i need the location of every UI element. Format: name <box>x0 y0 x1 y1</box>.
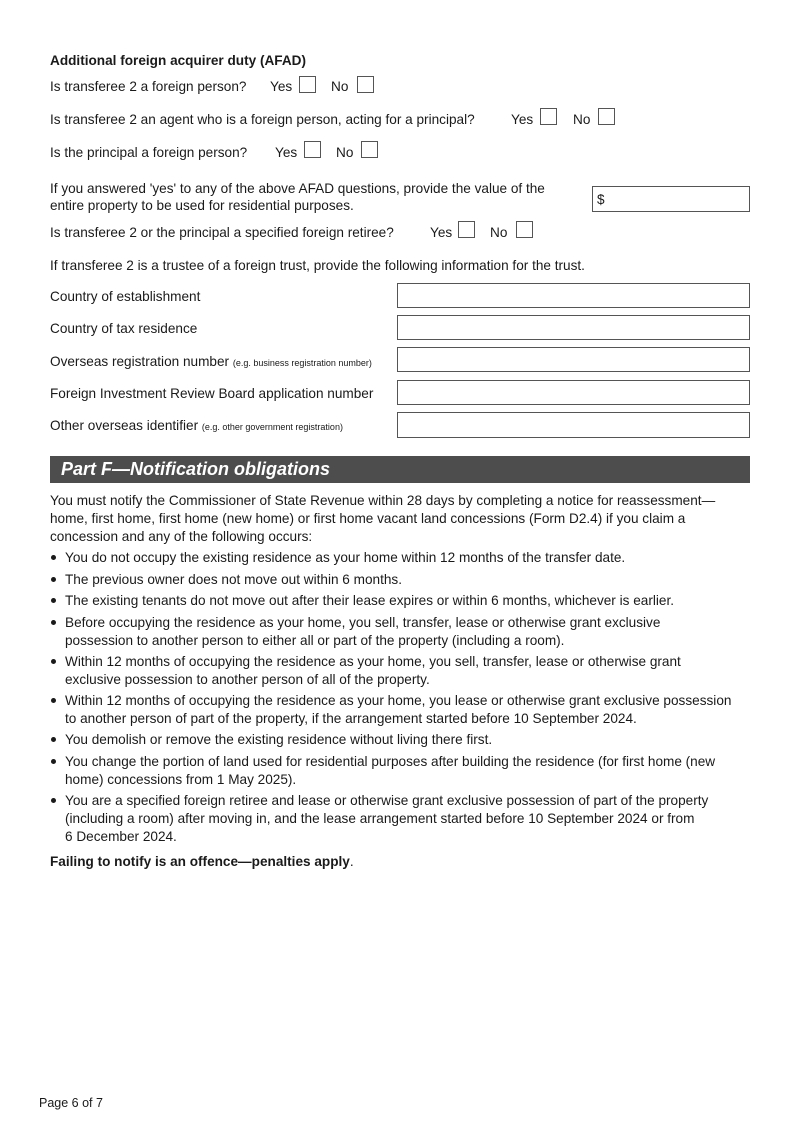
page-number: Page 6 of 7 <box>39 1096 103 1110</box>
bullet-9-line1: You are a specified foreign retiree and lease or otherwise grant exclusive possession of part of the property <box>65 793 709 808</box>
bullet-9-line3: 6 December 2024. <box>65 829 177 844</box>
bullet-2-line1: The previous owner does not move out within 6 months. <box>65 572 403 587</box>
bullet-dot <box>51 620 56 625</box>
q3-no-label: No <box>336 145 354 160</box>
q5-label: Is transferee 2 or the principal a specified foreign retiree? <box>50 225 394 240</box>
overseas-reg-label <box>50 353 372 372</box>
afad-heading: Additional foreign acquirer duty (AFAD) <box>50 53 307 68</box>
q3-label: Is the principal a foreign person? <box>50 145 248 160</box>
overseas-reg-text: Overseas registration number <box>50 354 230 369</box>
other-id-hint: (e.g. other government registration) <box>201 422 343 432</box>
q2-yes-label: Yes <box>511 112 534 127</box>
country-establishment-field[interactable] <box>397 283 750 308</box>
country-establishment-label: Country of establishment <box>50 289 201 304</box>
bullet-5-line1: Within 12 months of occupying the residence as your home, you sell, transfer, lease or otherwise grant <box>65 654 681 669</box>
bullet-6-line1: Within 12 months of occupying the residence as your home, you lease or otherwise grant exclusive possession <box>65 693 732 708</box>
q2-label: Is transferee 2 an agent who is a foreign person, acting for a principal? <box>50 112 475 127</box>
bullet-dot <box>51 759 56 764</box>
q2-no-checkbox[interactable] <box>598 108 615 125</box>
q5-yes-checkbox[interactable] <box>458 221 475 238</box>
q1-label: Is transferee 2 a foreign person? <box>50 79 247 94</box>
bullet-dot <box>51 555 56 560</box>
other-id-text: Other overseas identifier <box>50 418 199 433</box>
bullet-7-line1: You demolish or remove the existing residence without living there first. <box>65 732 493 747</box>
q4-label-line1: If you answered 'yes' to any of the above AFAD questions, provide the value of the <box>50 181 545 196</box>
overseas-reg-hint: (e.g. business registration number) <box>232 358 372 368</box>
q3-yes-label: Yes <box>275 145 298 160</box>
q1-no-label: No <box>331 79 349 94</box>
q5-no-label: No <box>490 225 508 240</box>
bullet-dot <box>51 737 56 742</box>
country-tax-field[interactable] <box>397 315 750 340</box>
q1-yes-label: Yes <box>270 79 293 94</box>
bullet-dot <box>51 798 56 803</box>
bullet-dot <box>51 698 56 703</box>
part-f-banner <box>50 456 750 483</box>
q4-label-line2: entire property to be used for residential purposes. <box>50 198 354 213</box>
property-value-field[interactable] <box>592 186 750 212</box>
q2-yes-checkbox[interactable] <box>540 108 557 125</box>
bullet-8-line2: home) concessions from 1 May 2025). <box>65 772 297 787</box>
part-f-intro-line3: concession and any of the following occurs: <box>50 529 313 544</box>
q2-no-label: No <box>573 112 591 127</box>
overseas-reg-field[interactable] <box>397 347 750 372</box>
part-f-title: Part F—Notification obligations <box>61 459 330 479</box>
bullet-dot <box>51 598 56 603</box>
q5-no-checkbox[interactable] <box>516 221 533 238</box>
part-f-intro-line2: home, first home, first home (new home) or first home vacant land concessions (Form D2.4) if you claim a <box>50 511 686 526</box>
other-id-label <box>50 417 343 436</box>
warning-bold: Failing to notify is an offence—penalties apply <box>50 854 350 869</box>
part-f-intro-line1: You must notify the Commissioner of State Revenue within 28 days by completing a notice for reassessment— <box>50 493 716 508</box>
country-tax-label: Country of tax residence <box>50 321 198 336</box>
q1-yes-checkbox[interactable] <box>299 76 316 93</box>
firb-label: Foreign Investment Review Board application number <box>50 386 374 401</box>
q3-no-checkbox[interactable] <box>361 141 378 158</box>
bullet-1-line1: You do not occupy the existing residence as your home within 12 months of the transfer date. <box>65 550 626 565</box>
trust-intro: If transferee 2 is a trustee of a foreign trust, provide the following information for the trust. <box>50 258 585 273</box>
bullet-3-line1: The existing tenants do not move out after their lease expires or within 6 months, whichever is earlier. <box>65 593 675 608</box>
bullet-4-line1: Before occupying the residence as your home, you sell, transfer, lease or otherwise grant exclusive <box>65 615 661 630</box>
bullet-8-line1: You change the portion of land used for residential purposes after building the residence (for first home (new <box>65 754 716 769</box>
warning-text <box>50 853 354 870</box>
currency-symbol: $ <box>597 192 605 207</box>
q5-yes-label: Yes <box>430 225 453 240</box>
bullet-9-line2: (including a room) after moving in, and the lease arrangement started before 10 September 2024 or from <box>65 811 695 826</box>
bullet-5-line2: exclusive possession to another person of all of the property. <box>65 672 430 687</box>
bullet-6-line2: to another person of part of the property, if the arrangement started before 10 September 2024. <box>65 711 637 726</box>
q3-yes-checkbox[interactable] <box>304 141 321 158</box>
warning-period: . <box>349 854 354 869</box>
firb-field[interactable] <box>397 380 750 405</box>
other-id-field[interactable] <box>397 412 750 438</box>
bullet-dot <box>51 577 56 582</box>
bullet-4-line2: possession to another person to either all or part of the property (including a room). <box>65 633 565 648</box>
bullet-dot <box>51 659 56 664</box>
q1-no-checkbox[interactable] <box>357 76 374 93</box>
